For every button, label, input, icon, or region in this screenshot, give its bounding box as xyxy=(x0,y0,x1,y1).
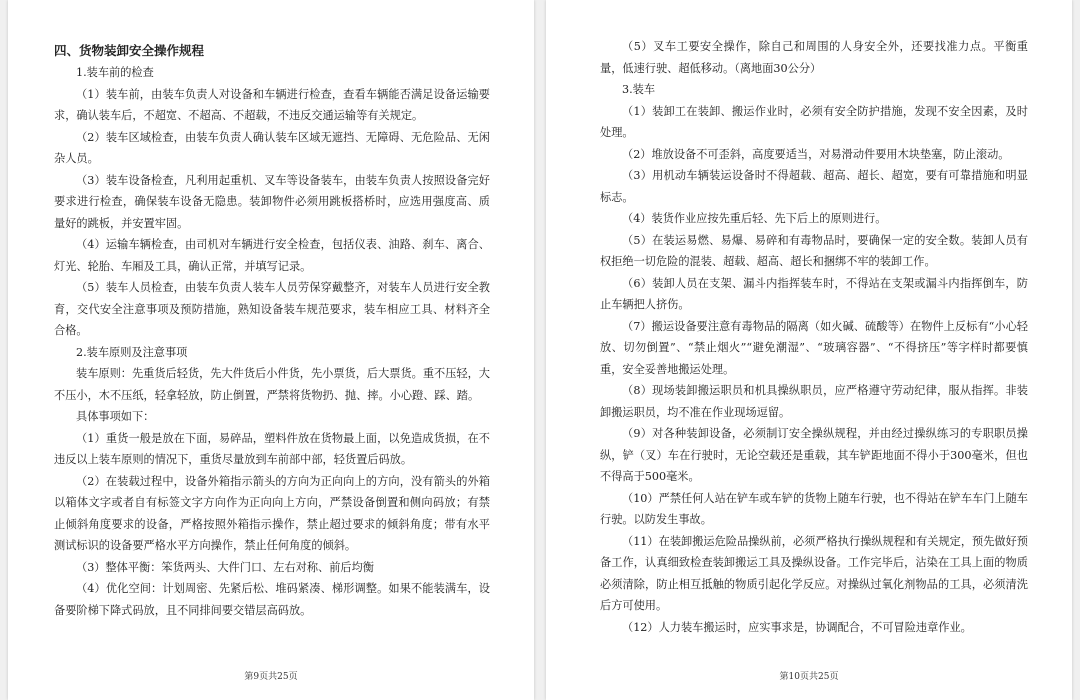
paragraph: 装车原则：先重货后轻货，先大件货后小件货，先小票货，后大票货。重不压轻，大不压小，木不压纸，轻拿轻放，防止倒置，严禁将货物扔、抛、摔。小心蹬、踩、踏。 xyxy=(54,367,490,402)
paragraph: （9）对各种装卸设备，必须制订安全操纵规程，并由经过操纵练习的专职职员操纵，铲（叉）车在行驶时，无论空载还是重载，其车铲距地面不得小于300毫米，但也不得高于500毫米。 xyxy=(600,427,1028,483)
page-footer: 第9页共25页 xyxy=(244,672,298,682)
document-page-right xyxy=(546,0,1072,700)
paragraph: （1）重货一般是放在下面，易碎品，塑料件放在货物最上面，以免造成货损，在不违反以上装车原则的情况下，重货尽量放到车前部中部，轻货置后码放。 xyxy=(54,431,490,466)
paragraph: （1）装车前，由装车负责人对设备和车辆进行检查，查看车辆能否满足设备运输要求，确认装车后，不超宽、不超高、不超载，不违反交通运输等有关规定。 xyxy=(54,87,490,122)
paragraph: （7）搬运设备要注意有毒物品的隔离（如火碱、硫酸等）在物件上反标有“小心轻放、切勿倒置”、“禁止烟火”“避免潮湿”、“玻璃容器”、“不得挤压”等字样时都要慎重，安全妥善地搬运处理。 xyxy=(600,319,1028,376)
paragraph: （4）装货作业应按先重后轻、先下后上的原则进行。 xyxy=(622,212,887,225)
paragraph: （4）运输车辆检查，由司机对车辆进行安全检查，包括仪表、油路、刹车、离合、灯光、轮胎、车厢及工具，确认正常，并填写记录。 xyxy=(54,238,490,273)
paragraph: （2）在装载过程中，设备外箱指示箭头的方向为正向向上的方向，没有箭头的外箱以箱体文字或者自有标签文字方向作为正向向上方向，严禁设备倒置和侧向码放；有禁止倾斜角度要求的设备，严格按照外箱指示操作，禁止超过要求的倾斜角度；带有水平测试标识的设备要严格水平方向操作，禁止任何角度的倾斜。 xyxy=(54,474,490,552)
paragraph: （1）装卸工在装卸、搬运作业时，必须有安全防护措施，发现不安全因素，及时处理。 xyxy=(600,104,1028,139)
paragraph: （3）用机动车辆装运设备时不得超载、超高、超长、超宽，要有可靠措施和明显标志。 xyxy=(600,169,1028,204)
paragraph: （5）装车人员检查，由装车负责人装车人员劳保穿戴整齐，对装车人员进行安全教育，交代安全注意事项及预防措施，熟知设备装车规范要求，装车相应工具、材料齐全合格。 xyxy=(54,281,490,337)
paragraph: （4）优化空间：计划周密、先紧后松、堆码紧凑、梯形调整。如果不能装满车，设备要阶梯下降式码放，且不同排间要交错层高码放。 xyxy=(54,582,490,617)
document-page-left xyxy=(8,0,534,700)
subsection-heading: 3.装车 xyxy=(622,83,656,96)
paragraph: （6）装卸人员在支架、漏斗内指挥装车时，不得站在支架或漏斗内指挥倒车，防止车辆把人挤伤。 xyxy=(600,276,1028,311)
paragraph: （3）装车设备检查，凡利用起重机、叉车等设备装车，由装车负责人按照设备完好要求进行检查，确保装车设备无隐患。装卸物件必须用跳板搭桥时，应选用强度高、质量好的跳板，并安置牢固。 xyxy=(54,173,490,230)
paragraph: （10）严禁任何人站在铲车或车铲的货物上随车行驶，也不得站在铲车车门上随车行驶。以防发生事故。 xyxy=(600,491,1028,526)
paragraph: （2）堆放设备不可歪斜，高度要适当，对易滑动件要用木块垫塞，防止滚动。 xyxy=(622,147,1010,161)
paragraph: （2）装车区域检查，由装车负责人确认装车区域无遮挡、无障碍、无危险品、无闲杂人员。 xyxy=(54,130,490,165)
paragraph: （8）现场装卸搬运职员和机具操纵职员，应严格遵守劳动纪律，服从指挥。非装卸搬运职员，均不准在作业现场逗留。 xyxy=(600,384,1028,419)
section-title: 四、货物装卸安全操作规程 xyxy=(54,43,205,58)
paragraph: 具体事项如下： xyxy=(76,410,155,423)
paragraph: （11）在装卸搬运危险品操纵前，必须严格执行操纵规程和有关规定，预先做好预备工作，认真细致检查装卸搬运工具及操纵设备。工作完毕后，沾染在工具上面的物质必须清除，防止相互抵触的物质引起化学反应。对操纵过氧化剂物品的工具，必须清洗后方可使用。 xyxy=(600,534,1028,612)
subsection-heading: 1.装车前的检查 xyxy=(76,66,154,79)
subsection-heading: 2.装车原则及注意事项 xyxy=(76,345,188,359)
paragraph: （12）人力装车搬运时，应实事求是，协调配合，不可冒险违章作业。 xyxy=(622,620,972,634)
paragraph: （3）整体平衡：笨货两头、大件门口、左右对称、前后均衡 xyxy=(76,560,374,574)
page-footer: 第10页共25页 xyxy=(779,672,839,682)
paragraph: （5）在装运易燃、易爆、易碎和有毒物品时，要确保一定的安全数。装卸人员有权拒绝一切危险的混装、超载、超高、超长和捆绑不牢的装卸工作。 xyxy=(600,233,1028,268)
paragraph: （5）叉车工要安全操作，除自己和周围的人身安全外，还要找准力点。平衡重量，低速行驶、超低移动。（离地面30公分） xyxy=(600,40,1028,75)
